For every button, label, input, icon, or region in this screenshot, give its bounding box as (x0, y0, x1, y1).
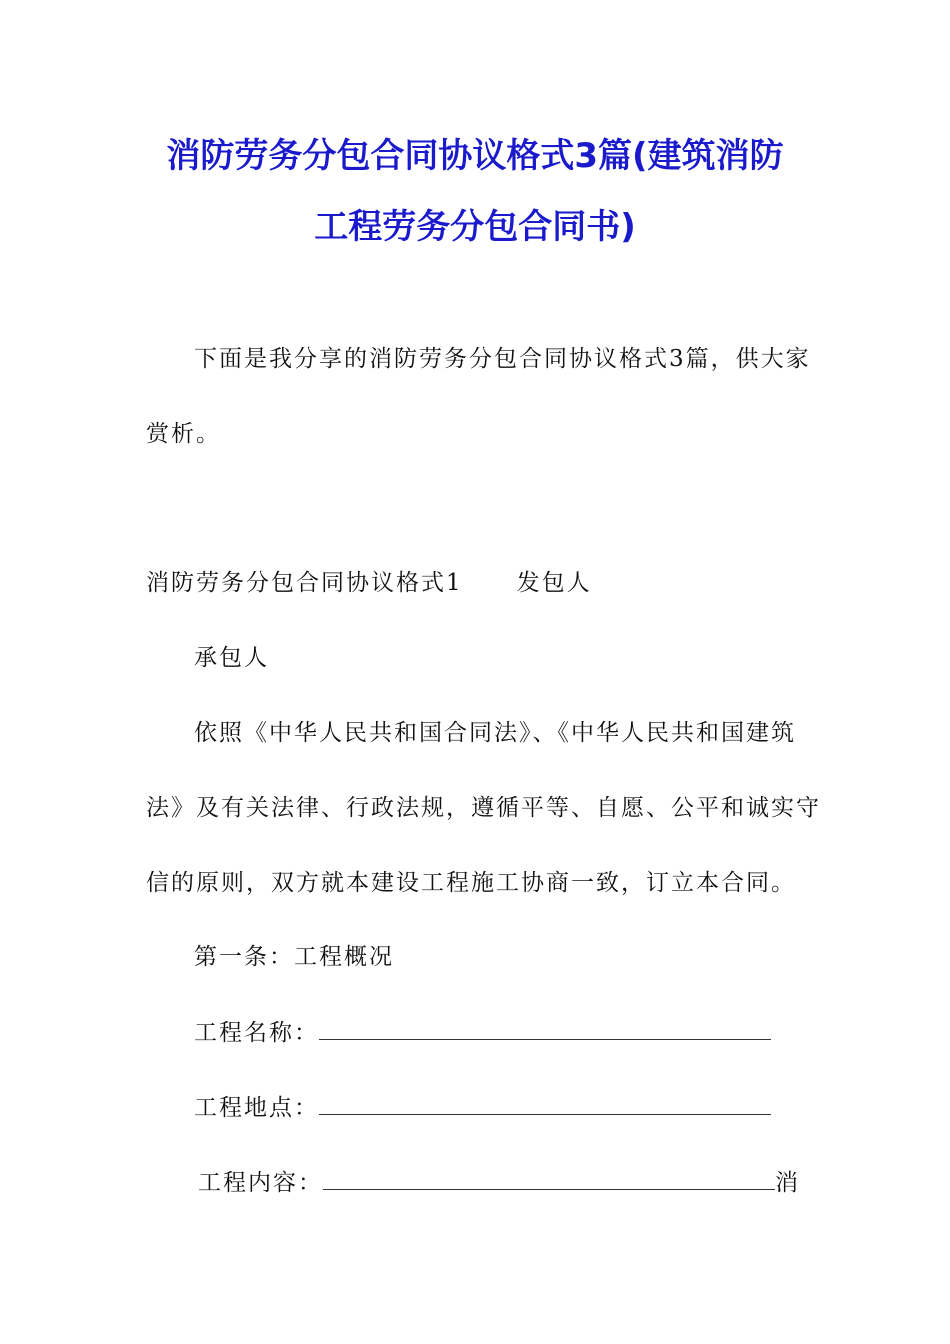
article-1-heading: 第一条：工程概况 (194, 944, 394, 970)
project-content-blank (323, 1167, 775, 1190)
intro-line-2: 赏析。 (146, 421, 221, 447)
party-a-label: 发包人 (516, 570, 592, 596)
project-name-label: 工程名称： (194, 1020, 319, 1046)
project-content-label: 工程内容： (198, 1170, 323, 1196)
intro-line-1: 下面是我分享的消防劳务分包合同协议格式3篇，供大家 (194, 346, 811, 372)
project-location-blank (319, 1092, 771, 1115)
project-name-row (194, 1017, 771, 1048)
project-location-label: 工程地点： (194, 1095, 319, 1121)
basis-line-3: 信的原则，双方就本建设工程施工协商一致，订立本合同。 (146, 870, 796, 896)
section-1-heading-row (146, 568, 592, 598)
party-b-label: 承包人 (194, 645, 269, 671)
project-location-row (194, 1092, 771, 1123)
basis-line-1: 依照《中华人民共和国合同法》、《中华人民共和国建筑 (194, 720, 796, 746)
basis-line-2: 法》及有关法律、行政法规，遵循平等、自愿、公平和诚实守 (146, 795, 821, 821)
document-title-line-2: 工程劳务分包合同书) (314, 207, 636, 247)
project-content-row (198, 1167, 800, 1198)
project-name-blank (319, 1017, 771, 1040)
project-content-trail: 消 (775, 1170, 800, 1196)
document-title-line-1: 消防劳务分包合同协议格式3篇(建筑消防 (166, 136, 784, 176)
section-1-heading: 消防劳务分包合同协议格式1 (146, 570, 463, 596)
